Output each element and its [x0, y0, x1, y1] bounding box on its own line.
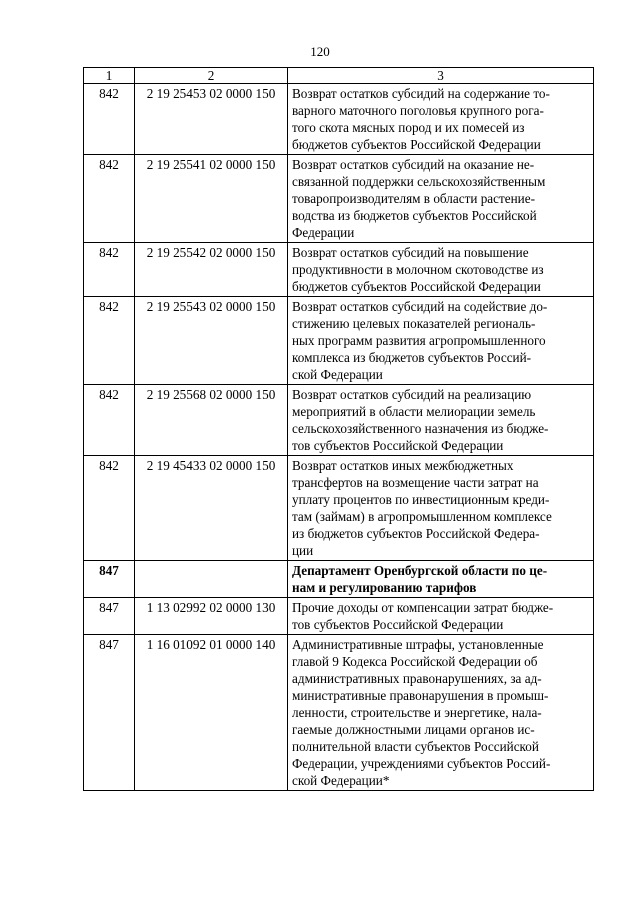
budget-code-cell: 1 13 02992 02 0000 130	[135, 598, 288, 635]
admin-code-cell: 842	[84, 456, 135, 561]
admin-code-cell: 847	[84, 598, 135, 635]
column-header-2: 2	[135, 68, 288, 84]
budget-code-cell: 2 19 45433 02 0000 150	[135, 456, 288, 561]
page-number: 120	[310, 44, 330, 59]
budget-code-cell: 2 19 25453 02 0000 150	[135, 84, 288, 155]
table-row	[84, 456, 594, 561]
column-header-3: 3	[288, 68, 594, 84]
table-row	[84, 561, 594, 598]
description-cell: Прочие доходы от компенсации затрат бюдже- тов субъектов Российской Федерации	[288, 598, 594, 635]
table-row	[84, 243, 594, 297]
table-row	[84, 385, 594, 456]
description-cell: Возврат остатков субсидий на содействие до- стижению целевых показателей региональ- ных программ развития агропромышленного комплекса из бюджетов субъектов Россий- ской Федерации	[288, 297, 594, 385]
budget-code-cell: 2 19 25542 02 0000 150	[135, 243, 288, 297]
description-cell: Административные штрафы, установленные главой 9 Кодекса Российской Федерации об административных правонарушениях, за ад- министративные правонарушения в промыш- ленности, строительстве и энергетике, нала- гаемые должностными лицами органов ис- полнительной власти субъектов Российской Федерации, учреждениями субъектов Россий- ской Федерации*	[288, 635, 594, 791]
admin-code-cell: 842	[84, 155, 135, 243]
budget-code-cell: 2 19 25543 02 0000 150	[135, 297, 288, 385]
budget-code-cell: 2 19 25568 02 0000 150	[135, 385, 288, 456]
budget-code-cell: 1 16 01092 01 0000 140	[135, 635, 288, 791]
column-header-1: 1	[84, 68, 135, 84]
admin-code-cell: 842	[84, 84, 135, 155]
budget-codes-table	[83, 67, 594, 791]
description-cell: Департамент Оренбургской области по це- нам и регулированию тарифов	[288, 561, 594, 598]
table-header-row	[84, 68, 594, 84]
table-row	[84, 297, 594, 385]
admin-code-cell: 847	[84, 561, 135, 598]
table-row	[84, 84, 594, 155]
admin-code-cell: 842	[84, 243, 135, 297]
description-cell: Возврат остатков субсидий на содержание то- варного маточного поголовья крупного рога- того скота мясных пород и их помесей из бюджетов субъектов Российской Федерации	[288, 84, 594, 155]
admin-code-cell: 842	[84, 385, 135, 456]
table-row	[84, 635, 594, 791]
budget-code-cell: 2 19 25541 02 0000 150	[135, 155, 288, 243]
admin-code-cell: 842	[84, 297, 135, 385]
budget-code-cell	[135, 561, 288, 598]
table-row	[84, 598, 594, 635]
admin-code-cell: 847	[84, 635, 135, 791]
table-row	[84, 155, 594, 243]
description-cell: Возврат остатков субсидий на повышение продуктивности в молочном скотоводстве из бюджетов субъектов Российской Федерации	[288, 243, 594, 297]
description-cell: Возврат остатков иных межбюджетных трансфертов на возмещение части затрат на уплату процентов по инвестиционным креди- там (займам) в агропромышленном комплексе из бюджетов субъектов Российской Федера- ции	[288, 456, 594, 561]
description-cell: Возврат остатков субсидий на оказание не- связанной поддержки сельскохозяйственным товаропроизводителям в области растение- водства из бюджетов субъектов Российской Федерации	[288, 155, 594, 243]
description-cell: Возврат остатков субсидий на реализацию мероприятий в области мелиорации земель сельскохозяйственного назначения из бюдже- тов субъектов Российской Федерации	[288, 385, 594, 456]
